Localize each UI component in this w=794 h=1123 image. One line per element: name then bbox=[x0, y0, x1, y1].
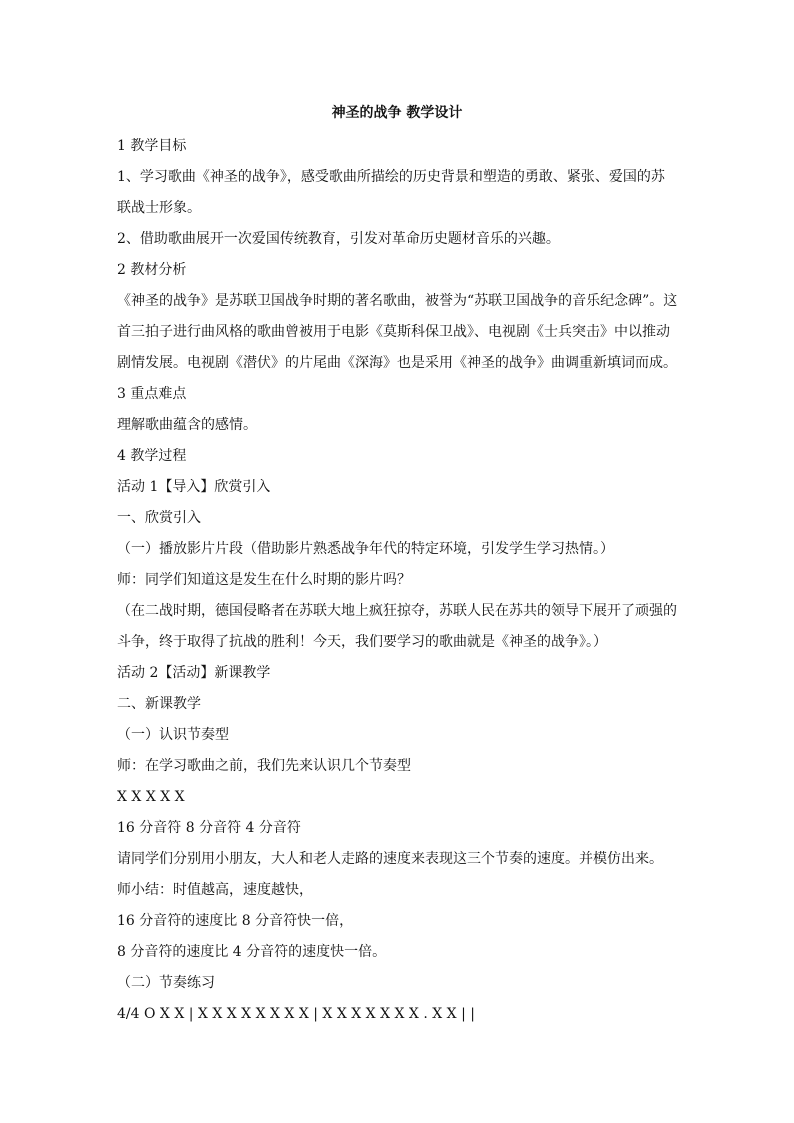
note-values-line: 16 分音符 8 分音符 4 分音符 bbox=[117, 820, 301, 836]
paragraph-line: 1、学习歌曲《神圣的战争》，感受歌曲所描绘的历史背景和塑造的勇敢、紧张、爱国的苏 bbox=[117, 169, 665, 185]
activity-heading: 活动 1【导入】欣赏引入 bbox=[117, 479, 271, 495]
paragraph-line: 剧情发展。电视剧《潜伏》的片尾曲《深海》也是采用《神圣的战争》曲调重新填词而成。 bbox=[117, 355, 677, 371]
paragraph-line: （一）认识节奏型 bbox=[117, 727, 229, 743]
document-title: 神圣的战争 教学设计 bbox=[331, 105, 463, 121]
paragraph-line: 师：在学习歌曲之前，我们先来认识几个节奏型 bbox=[117, 758, 411, 774]
section-heading-key-points: 3 重点难点 bbox=[117, 386, 187, 402]
paragraph-line: （二）节奏练习 bbox=[117, 975, 215, 991]
paragraph-line: 16 分音符的速度比 8 分音符快一倍， bbox=[117, 913, 354, 929]
paragraph-line: 请同学们分别用小朋友，大人和老人走路的速度来表现这三个节奏的速度。并模仿出来。 bbox=[117, 851, 663, 867]
paragraph-line: 联战士形象。 bbox=[117, 200, 201, 216]
paragraph-line: 首三拍子进行曲风格的歌曲曾被用于电影《莫斯科保卫战》、电视剧《士兵突击》中以推动 bbox=[117, 324, 670, 340]
paragraph-line: 《神圣的战争》是苏联卫国战争时期的著名歌曲，被誉为“苏联卫国战争的音乐纪念碑”。这 bbox=[117, 293, 677, 309]
section-heading-analysis: 2 教材分析 bbox=[117, 262, 187, 278]
paragraph-line: 8 分音符的速度比 4 分音符的速度快一倍。 bbox=[117, 944, 387, 960]
rhythm-exercise-notation: 4/4 O X X | X X X X X X X X | X X X X X X X . X X | | bbox=[117, 1006, 475, 1022]
subsection-heading: 二、新课教学 bbox=[117, 696, 201, 712]
rhythm-notation: X X X X X bbox=[117, 789, 185, 805]
paragraph-line: （一）播放影片片段（借助影片熟悉战争年代的特定环境，引发学生学习热情。） bbox=[117, 541, 614, 557]
paragraph-line: 斗争，终于取得了抗战的胜利！今天，我们要学习的歌曲就是《神圣的战争》。） bbox=[117, 634, 607, 650]
subsection-heading: 一、欣赏引入 bbox=[117, 510, 201, 526]
paragraph-line: 师：同学们知道这是发生在什么时期的影片吗？ bbox=[117, 572, 411, 588]
activity-heading: 活动 2【活动】新课教学 bbox=[117, 665, 271, 681]
section-heading-process: 4 教学过程 bbox=[117, 448, 187, 464]
paragraph-line: 师小结：时值越高，速度越快， bbox=[117, 882, 313, 898]
document-page bbox=[117, 100, 677, 1030]
paragraph-line: 理解歌曲蕴含的感情。 bbox=[117, 417, 257, 433]
section-heading-objectives: 1 教学目标 bbox=[117, 138, 187, 154]
paragraph-line: 2、借助歌曲展开一次爱国传统教育，引发对革命历史题材音乐的兴趣。 bbox=[117, 231, 560, 247]
paragraph-line: （在二战时期，德国侵略者在苏联大地上疯狂掠夺，苏联人民在苏共的领导下展开了顽强的 bbox=[117, 603, 677, 619]
